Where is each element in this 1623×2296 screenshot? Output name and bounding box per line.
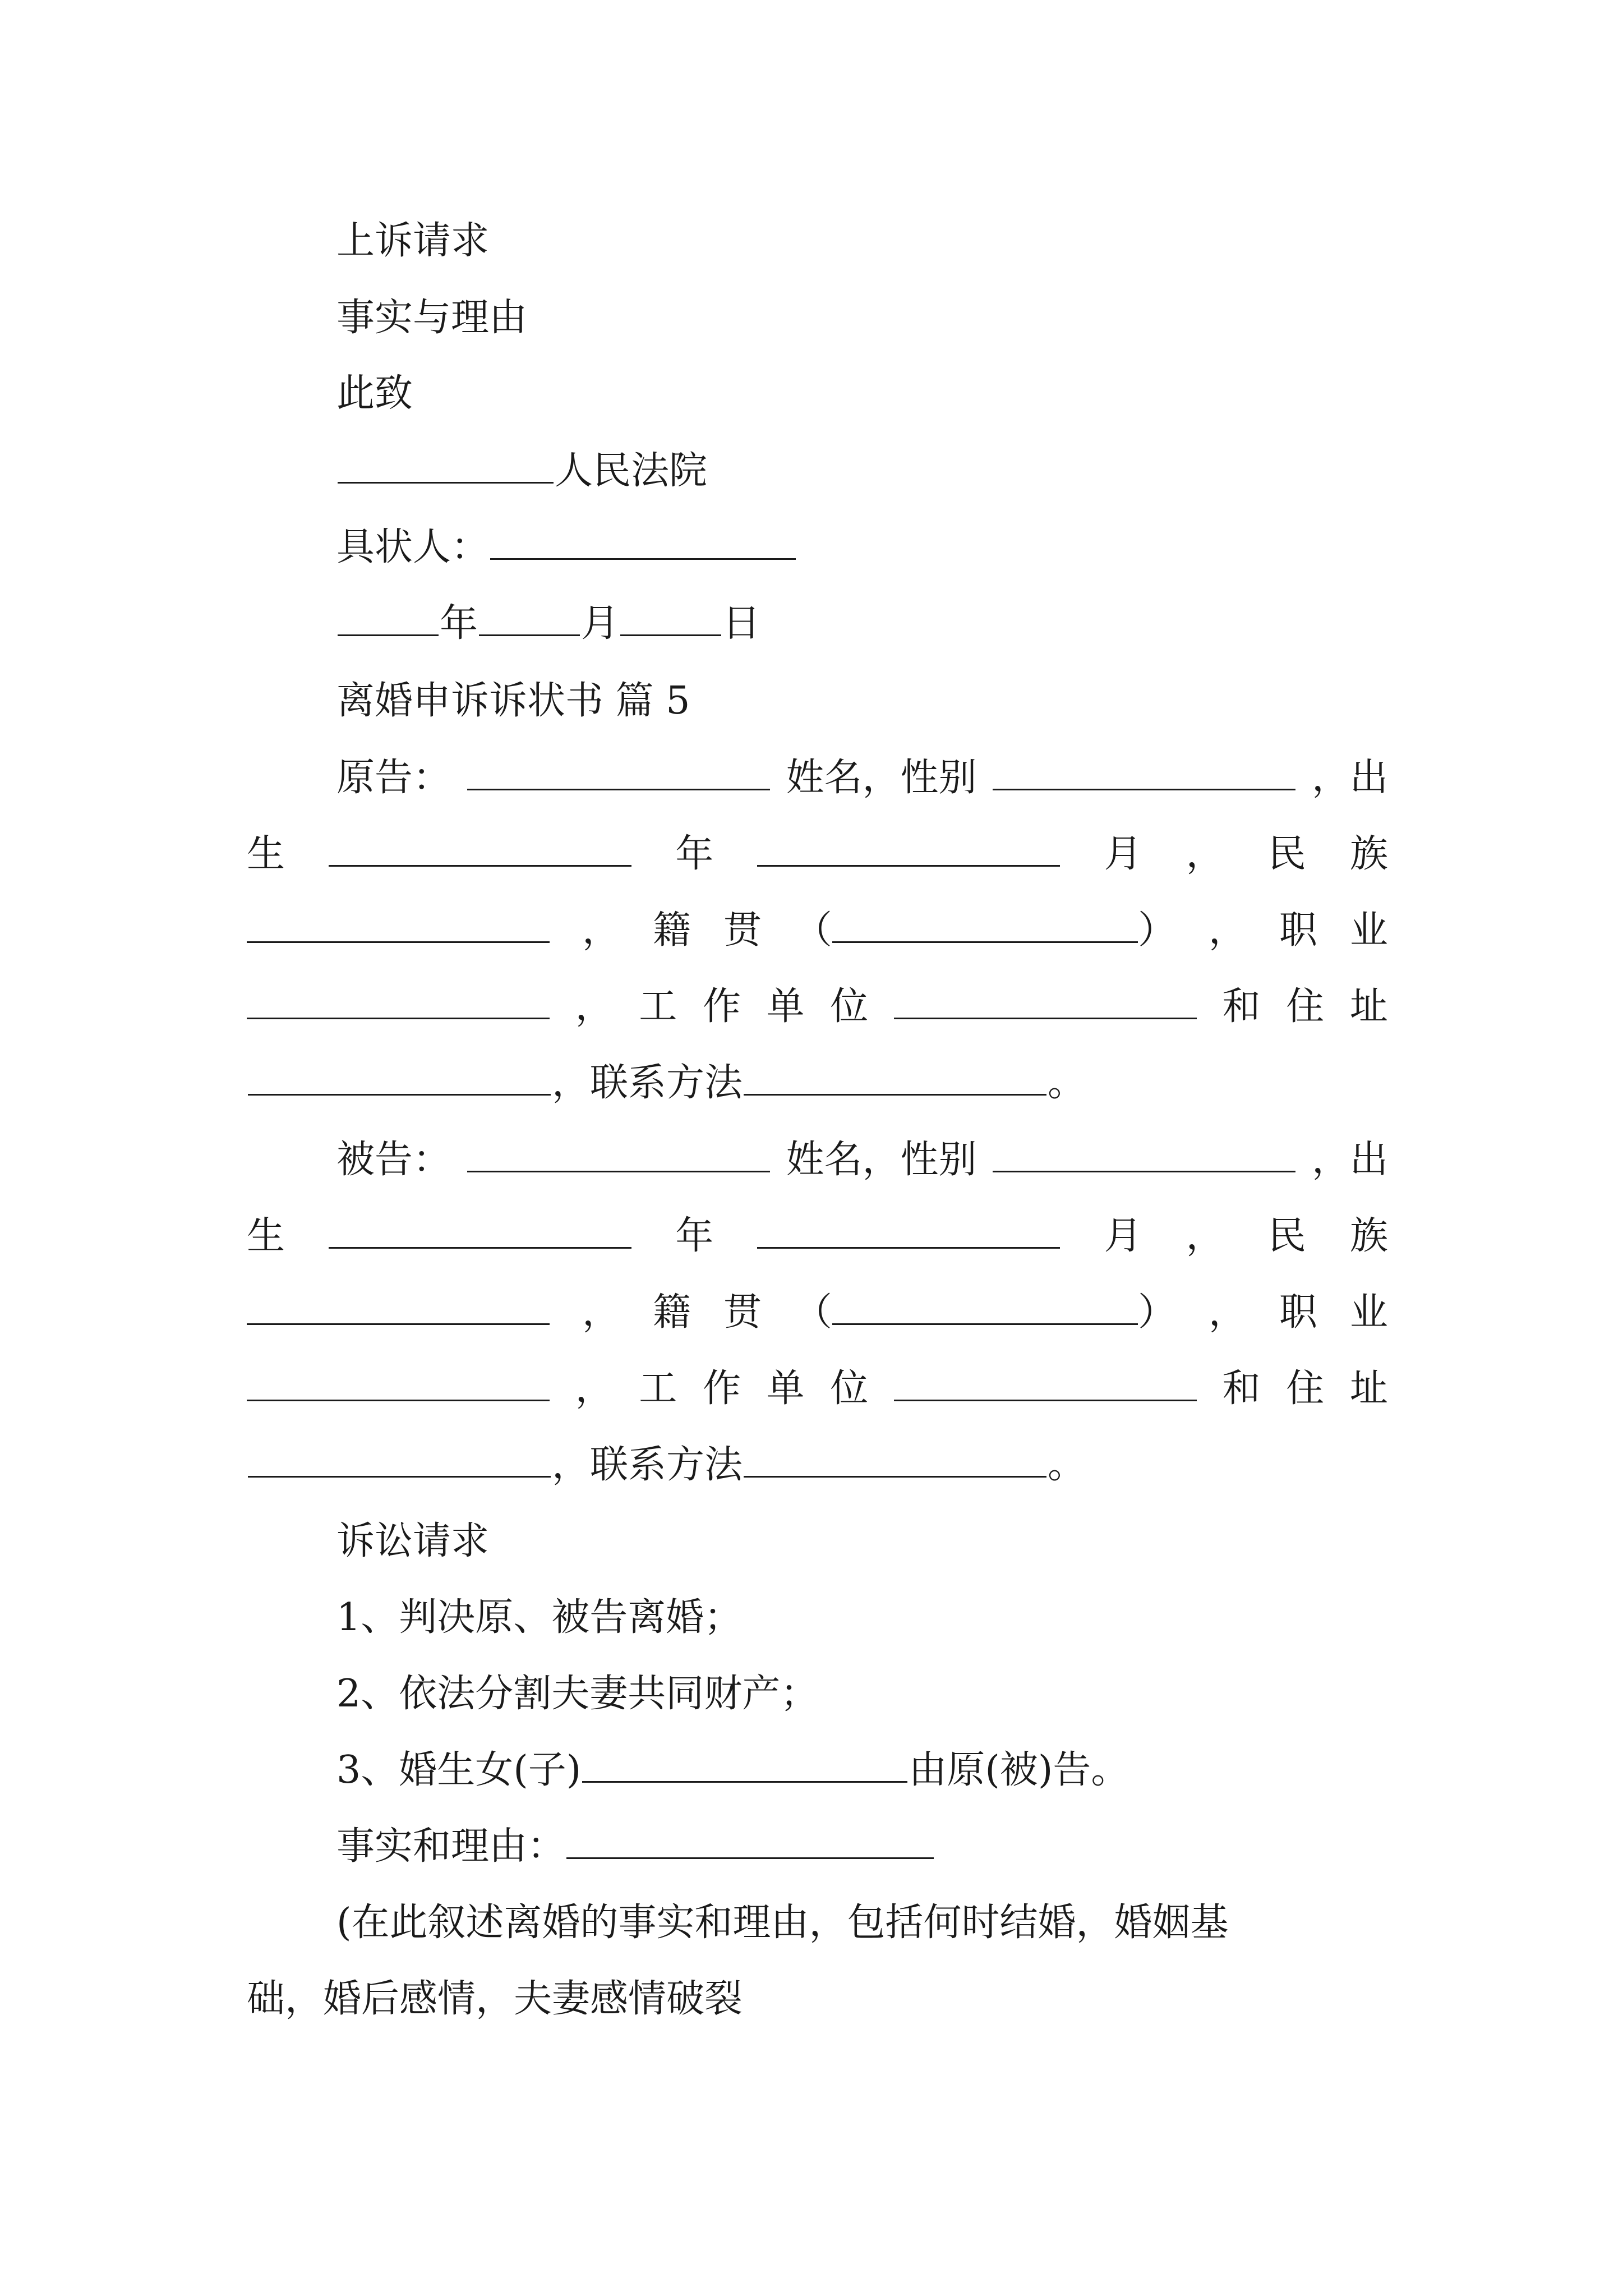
- defendant-label: 被告：: [336, 1138, 451, 1182]
- defendant-address-blank[interactable]: [248, 1441, 551, 1478]
- claim-3: [247, 1742, 1388, 1798]
- day-blank[interactable]: [620, 600, 721, 636]
- defendant-sheng: 生: [247, 1214, 285, 1258]
- plaintiff-contact-label: ，联系方法: [552, 1061, 743, 1105]
- claim-1: 1、判决原、被告离婚；: [336, 1595, 743, 1640]
- signer-label: 具状人：: [336, 525, 490, 569]
- plaintiff-lparen: （: [794, 908, 832, 953]
- defendant-guan: 贯: [723, 1290, 762, 1335]
- facts-line: [247, 1819, 1388, 1875]
- defendant-comma: ，: [1186, 1214, 1224, 1258]
- year-label: 年: [440, 601, 478, 646]
- plaintiff-yue: 月: [1104, 832, 1142, 876]
- defendant-yue: 月: [1104, 1214, 1142, 1258]
- claim-3-suffix: 由原(被)告。: [909, 1748, 1129, 1792]
- plaintiff-comma: ，: [1186, 832, 1224, 876]
- plaintiff-wei: 位: [830, 984, 869, 1029]
- defendant-zhu: 住: [1286, 1366, 1325, 1411]
- plaintiff-gender-blank[interactable]: [993, 754, 1295, 790]
- plaintiff-nian: 年: [675, 832, 714, 876]
- plaintiff-zhu: 住: [1286, 984, 1325, 1029]
- signer-line: [247, 519, 1388, 576]
- defendant-origin-group: [794, 1285, 1176, 1341]
- court-suffix: 人民法院: [555, 449, 708, 493]
- plaintiff-line-1: [247, 750, 1388, 806]
- plaintiff-zhi: 职: [1279, 908, 1317, 953]
- defendant-line-5: [247, 1437, 1388, 1493]
- defendant-workplace-blank[interactable]: [894, 1365, 1197, 1401]
- plaintiff-ji: 籍: [652, 908, 691, 953]
- defendant-birth-lead: ，出: [1311, 1138, 1388, 1182]
- facts-label: 事实和理由：: [336, 1824, 566, 1869]
- claims-title: 诉讼请求: [336, 1519, 490, 1563]
- defendant-gender-blank[interactable]: [993, 1136, 1295, 1172]
- plaintiff-workplace-blank[interactable]: [894, 983, 1197, 1019]
- defendant-comma: ，: [582, 1290, 620, 1335]
- plaintiff-label: 原告：: [336, 756, 451, 800]
- defendant-comma: ，: [575, 1366, 614, 1411]
- claim-3-prefix: 3、婚生女(子): [336, 1748, 582, 1792]
- defendant-occupation-blank[interactable]: [247, 1365, 550, 1401]
- plaintiff-rparen: ）: [1137, 908, 1176, 953]
- defendant-he: 和: [1222, 1366, 1261, 1411]
- plaintiff-line-2: [247, 826, 1388, 882]
- plaintiff-comma: ，: [575, 984, 614, 1029]
- defendant-min: 民: [1267, 1214, 1306, 1258]
- plaintiff-guan: 贯: [723, 908, 762, 953]
- facts-paragraph-line-2: 础，婚后感情，夫妻感情破裂: [247, 1977, 743, 2021]
- plaintiff-min: 民: [1267, 832, 1306, 876]
- plaintiff-comma: ，: [1208, 908, 1247, 953]
- defendant-zuo: 作: [702, 1366, 741, 1411]
- defendant-gong: 工: [639, 1366, 677, 1411]
- defendant-line-1: [247, 1132, 1388, 1188]
- defendant-origin-blank[interactable]: [832, 1289, 1138, 1325]
- plaintiff-gong: 工: [639, 984, 677, 1029]
- day-label: 日: [722, 601, 761, 646]
- heading-appeal-request: 上诉请求: [336, 219, 490, 263]
- claim-2: 2、依法分割夫妻共同财产；: [336, 1672, 819, 1716]
- defendant-name-blank[interactable]: [467, 1136, 770, 1172]
- facts-blank[interactable]: [566, 1823, 934, 1859]
- defendant-birth-month-blank[interactable]: [757, 1212, 1060, 1249]
- plaintiff-line-3: [247, 903, 1388, 959]
- plaintiff-birth-lead: ，出: [1311, 756, 1388, 800]
- heading-facts-reasons: 事实与理由: [336, 296, 528, 340]
- court-line: [247, 443, 1388, 499]
- plaintiff-birth-month-blank[interactable]: [757, 830, 1060, 867]
- plaintiff-origin-blank[interactable]: [832, 907, 1138, 943]
- defendant-contact-label: ，联系方法: [552, 1443, 743, 1487]
- plaintiff-zuo: 作: [702, 984, 741, 1029]
- defendant-dan: 单: [766, 1366, 805, 1411]
- defendant-rparen: ）: [1137, 1290, 1176, 1335]
- plaintiff-sheng: 生: [247, 832, 285, 876]
- defendant-zhi: 职: [1279, 1290, 1317, 1335]
- defendant-zhi2: 址: [1349, 1366, 1388, 1411]
- plaintiff-zhi2: 址: [1349, 984, 1388, 1029]
- defendant-ye: 业: [1349, 1290, 1388, 1335]
- plaintiff-address-blank[interactable]: [248, 1059, 551, 1096]
- plaintiff-origin-group: [794, 903, 1176, 959]
- plaintiff-occupation-blank[interactable]: [247, 983, 550, 1019]
- salutation: 此致: [336, 371, 413, 416]
- defendant-ji: 籍: [652, 1290, 691, 1335]
- defendant-ethnicity-blank[interactable]: [247, 1289, 550, 1325]
- defendant-name-label: 姓名，性别: [786, 1138, 977, 1182]
- plaintiff-line-4: [247, 979, 1388, 1035]
- section-title: 离婚申诉诉状书 篇 5: [336, 679, 690, 723]
- plaintiff-birth-year-blank[interactable]: [329, 830, 631, 867]
- plaintiff-name-blank[interactable]: [467, 754, 770, 790]
- defendant-comma: ，: [1208, 1290, 1247, 1335]
- defendant-wei: 位: [830, 1366, 869, 1411]
- year-blank[interactable]: [338, 600, 439, 636]
- facts-paragraph-line-1: (在此叙述离婚的事实和理由，包括何时结婚，婚姻基: [336, 1901, 1229, 1945]
- plaintiff-dan: 单: [766, 984, 805, 1029]
- plaintiff-ethnicity-blank[interactable]: [247, 907, 550, 943]
- date-line: [247, 596, 1388, 652]
- plaintiff-end: 。: [1048, 1061, 1086, 1105]
- plaintiff-zu: 族: [1349, 832, 1388, 876]
- defendant-line-4: [247, 1361, 1388, 1417]
- defendant-nian: 年: [675, 1214, 714, 1258]
- month-label: 月: [581, 601, 620, 646]
- plaintiff-comma: ，: [582, 908, 620, 953]
- defendant-birth-year-blank[interactable]: [329, 1212, 631, 1249]
- plaintiff-he: 和: [1222, 984, 1261, 1029]
- defendant-contact-blank[interactable]: [744, 1441, 1046, 1478]
- signer-blank[interactable]: [490, 523, 796, 560]
- defendant-line-3: [247, 1285, 1388, 1341]
- plaintiff-contact-blank[interactable]: [744, 1059, 1046, 1096]
- defendant-end: 。: [1048, 1443, 1086, 1487]
- defendant-zu: 族: [1349, 1214, 1388, 1258]
- plaintiff-name-label: 姓名，性别: [786, 756, 977, 800]
- plaintiff-ye: 业: [1349, 908, 1388, 953]
- court-blank[interactable]: [338, 447, 554, 484]
- defendant-line-2: [247, 1208, 1388, 1264]
- custody-child-blank[interactable]: [582, 1746, 907, 1783]
- plaintiff-line-5: [247, 1055, 1388, 1111]
- defendant-lparen: （: [794, 1290, 832, 1335]
- month-blank[interactable]: [479, 600, 580, 636]
